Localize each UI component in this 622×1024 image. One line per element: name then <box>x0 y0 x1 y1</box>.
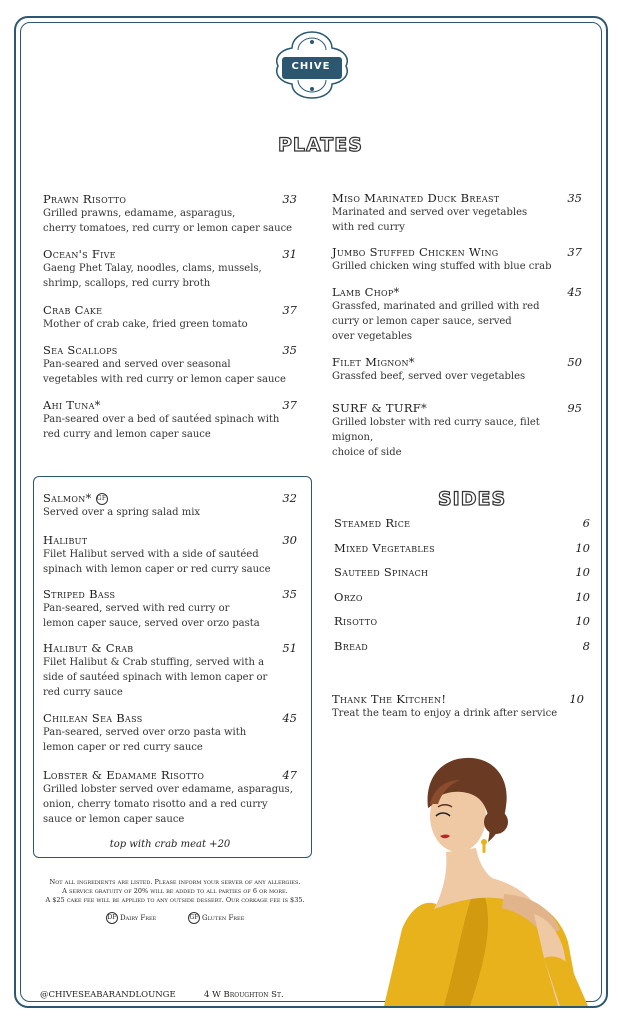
item-price: 6 <box>582 516 590 530</box>
item-desc: Grilled prawns, edamame, asparagus, <box>43 208 236 219</box>
menu-item <box>332 355 582 401</box>
menu-item <box>43 303 297 343</box>
menu-item <box>43 768 297 828</box>
menu-item <box>43 587 297 641</box>
item-name: Ocean's Five <box>43 247 116 261</box>
item-name: Striped Bass <box>43 587 116 601</box>
item-desc: cherry tomatoes, red curry or lemon caper sauce <box>43 223 293 234</box>
menu-item <box>43 398 297 448</box>
item-desc: Gaeng Phet Talay, noodles, clams, mussels, <box>43 263 262 274</box>
item-price: 50 <box>567 355 582 369</box>
item-name: Miso Marinated Duck Breast <box>332 191 500 205</box>
legend-label: Gluten Free <box>202 914 245 922</box>
item-name: Steamed Rice <box>334 516 411 530</box>
item-name: Prawn Risotto <box>43 192 127 206</box>
item-price: 32 <box>282 491 297 505</box>
sides-column <box>334 516 590 663</box>
item-price: 51 <box>282 641 297 655</box>
item-price: 47 <box>282 768 297 782</box>
item-price: 35 <box>567 191 582 205</box>
item-price: 45 <box>282 711 297 725</box>
item-desc: over vegetables <box>332 331 413 342</box>
item-desc: with red curry <box>332 222 405 233</box>
item-name: Sauteed Spinach <box>334 565 429 579</box>
item-price: 30 <box>282 533 297 547</box>
menu-item <box>43 491 297 533</box>
item-desc: onion, cherry tomato risotto and a red curry <box>43 799 268 810</box>
item-desc: curry or lemon caper sauce, served <box>332 316 512 327</box>
item-price: 37 <box>282 303 297 317</box>
plates-right-column <box>332 191 582 458</box>
item-desc: red curry and lemon caper sauce <box>43 429 211 440</box>
item-name: Chilean Sea Bass <box>43 711 143 725</box>
item-desc: Grassfed, marinated and grilled with red <box>332 301 540 312</box>
item-desc: Grilled lobster with red curry sauce, filet mignon, <box>332 417 540 443</box>
social-handle: @CHIVESEABARANDLOUNGE <box>40 990 176 1000</box>
item-name: Halibut <box>43 533 88 547</box>
note-line: A $25 cake fee will be applied to any outside dessert. Our corkage fee is $35. <box>45 896 305 904</box>
item-desc: choice of side <box>332 447 402 458</box>
legend-gluten-free <box>188 912 244 924</box>
plates-left-column <box>43 192 297 448</box>
item-price: 8 <box>582 639 590 653</box>
item-name <box>43 491 297 505</box>
item-name: Sea Scallops <box>43 343 118 357</box>
item-name: Lamb Chop* <box>332 285 400 299</box>
item-desc: Marinated and served over vegetables <box>332 207 528 218</box>
side-item <box>334 614 590 639</box>
side-item <box>334 516 590 541</box>
item-desc: Pan-seared over a bed of sautéed spinach with <box>43 414 280 425</box>
logo-tagline: seafood & lounge <box>293 74 329 79</box>
item-desc: Filet Halibut served with a side of sautéed <box>43 549 259 560</box>
gluten-free-badge-icon: GF <box>96 493 108 505</box>
item-desc: Pan-seared, served over orzo pasta with <box>43 727 247 738</box>
item-desc: Grilled chicken wing stuffed with blue crab <box>332 261 552 272</box>
sides-title: SIDES <box>438 488 507 510</box>
item-price: 45 <box>567 285 582 299</box>
side-item <box>334 541 590 565</box>
menu-notes <box>40 878 310 905</box>
menu-item <box>332 191 582 245</box>
menu-item <box>43 247 297 303</box>
item-name: Jumbo Stuffed Chicken Wing <box>332 245 499 259</box>
item-name: Lobster & Edamame Risotto <box>43 768 205 782</box>
item-name: Mixed Vegetables <box>334 541 435 555</box>
item-price: 10 <box>575 590 590 604</box>
item-desc: lemon caper or red curry sauce <box>43 742 203 753</box>
side-item <box>334 639 590 663</box>
crab-addon-note: top with crab meat +20 <box>109 839 231 850</box>
note-line: A service gratuity of 20% will be added to all parties of 6 or more. <box>62 887 288 895</box>
item-desc: Grassfed beef, served over vegetables <box>332 371 526 382</box>
plates-title: PLATES <box>278 134 363 156</box>
item-name-text: Salmon* <box>43 491 92 505</box>
menu-item <box>43 192 297 247</box>
menu-item <box>43 711 297 768</box>
item-price: 10 <box>569 692 584 706</box>
item-desc: Filet Halibut & Crab stuffing, served with a <box>43 657 265 668</box>
note-line: Not all ingredients are listed. Please inform your server of any allergies. <box>49 878 301 886</box>
address: 4 W Broughton St. <box>204 990 284 1000</box>
item-price: 10 <box>575 614 590 628</box>
menu-item <box>332 401 582 458</box>
item-price: 10 <box>575 565 590 579</box>
side-item <box>334 590 590 614</box>
item-desc: Treat the team to enjoy a drink after service <box>332 708 558 719</box>
menu-item <box>43 343 297 398</box>
item-price: 33 <box>282 192 297 206</box>
thanks-item <box>332 692 584 721</box>
menu-item <box>332 245 582 285</box>
logo-name: CHIVE <box>291 61 331 72</box>
lady-illustration <box>384 744 598 1006</box>
item-price: 35 <box>282 587 297 601</box>
legend-dairy-free <box>106 912 156 924</box>
menu-item <box>43 533 297 587</box>
item-name: Bread <box>334 639 369 653</box>
item-price: 37 <box>567 245 582 259</box>
dairy-free-badge-icon: DF <box>106 912 118 924</box>
item-desc: sauce or lemon caper sauce <box>43 814 185 825</box>
item-desc: Pan-seared, served with red curry or <box>43 603 230 614</box>
item-desc: Grilled lobster served over edamame, asparagus, <box>43 784 293 795</box>
item-name: Halibut & Crab <box>43 641 134 655</box>
item-desc: lemon caper sauce, served over orzo pasta <box>43 618 260 629</box>
item-price: 35 <box>282 343 297 357</box>
item-price: 95 <box>567 401 582 415</box>
item-desc: spinach with lemon caper or red curry sauce <box>43 564 271 575</box>
item-desc: Mother of crab cake, fried green tomato <box>43 319 248 330</box>
item-desc: red curry sauce <box>43 687 123 698</box>
seafood-column <box>43 491 297 828</box>
item-desc: Pan-seared and served over seasonal <box>43 359 231 370</box>
item-name: Thank The Kitchen! <box>332 692 447 706</box>
gluten-free-badge-icon: GF <box>188 912 200 924</box>
menu-item <box>332 692 584 721</box>
item-price: 37 <box>282 398 297 412</box>
item-desc: Served over a spring salad mix <box>43 507 201 518</box>
item-desc: vegetables with red curry or lemon caper sauce <box>43 374 286 385</box>
item-name: Orzo <box>334 590 363 604</box>
item-price: 31 <box>282 247 297 261</box>
item-name: Ahi Tuna* <box>43 398 101 412</box>
menu-item <box>43 641 297 711</box>
legend-label: Dairy Free <box>120 914 157 922</box>
item-desc: shrimp, scallops, red curry broth <box>43 278 211 289</box>
item-name: Filet Mignon* <box>332 355 415 369</box>
item-name: SURF & TURF* <box>332 401 428 415</box>
item-name: Risotto <box>334 614 378 628</box>
item-desc: side of sautéed spinach with lemon caper or <box>43 672 268 683</box>
item-price: 10 <box>575 541 590 555</box>
item-name: Crab Cake <box>43 303 103 317</box>
menu-item <box>332 285 582 355</box>
side-item <box>334 565 590 590</box>
